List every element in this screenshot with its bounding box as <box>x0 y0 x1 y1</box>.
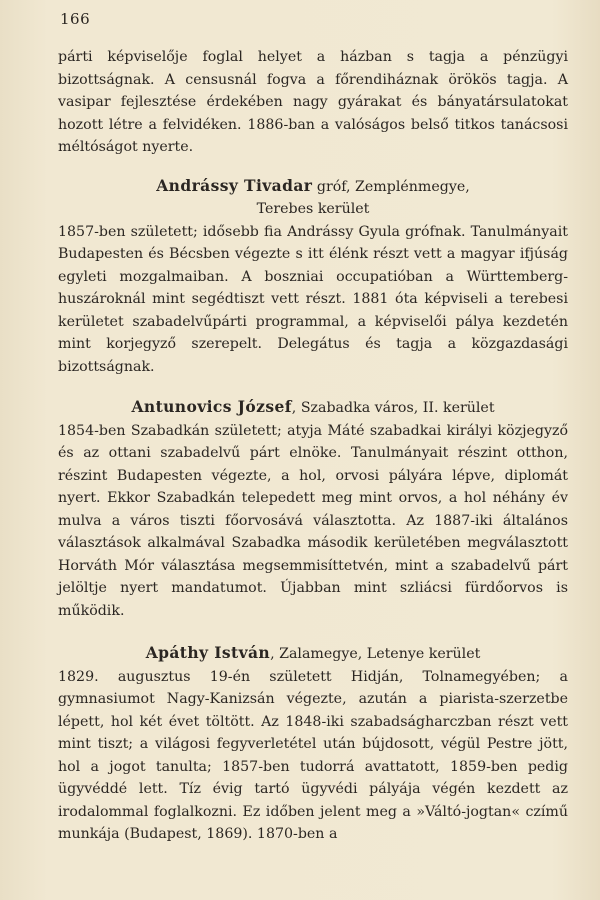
page-number: 166 <box>60 10 91 28</box>
entry-name: Apáthy István <box>145 643 271 662</box>
entry-heading <box>58 642 568 666</box>
entry-descriptor-line2: Terebes kerület <box>256 201 370 217</box>
entry-name: Antunovics József <box>131 397 292 416</box>
intro-paragraph: párti képviselője foglal helyet a házban s tagja a pénzügyi bizottságnak. A censusnál fogva a főrendiháznak örökös tagja. A vasipar fejlesztése érdekében nagy gyárakat és bányatársulatokat hozott létre a felvidéken. 1886-ban a valóságos belső titkos tanácsosi méltóságot nyerte. <box>58 49 568 155</box>
entry-body: 1857-ben született; idősebb fia Andrássy Gyula grófnak. Tanulmányait Budapesten és Bécsben végezte s itt élénk részt vett a magyar ifjúság egyleti mozgalmaiban. A boszniai occupatióban a Württemberg-huszároknál mint segédtiszt vett részt. 1881 óta képviseli a terebesi kerületet szabadelvűpárti programmal, a képviselői pálya kezdetén mint korjegyző szerepelt. Delegátus és tagja a közgazdasági bizottságnak. <box>58 223 568 375</box>
entry-body: 1829. augusztus 19-én született Hidján, Tolnamegyében; a gymnasiumot Nagy-Kanizsán végezte, azután a piarista-szerzetbe lépett, hol két évet töltött. Az 1848-iki szabadságharczban részt vett mint tiszt; a világosi fegyverletétel után bújdosott, végül Pestre jött, hol a jogot tanulta; 1857-ben tudorrá avattatott, 1859-ben pedig ügyvéddé lett. Tíz évig tartó ügyvédi pályája végén kezdett az irodalommal foglalkozni. Ez időben jelent meg a »Váltó-jogtan« czímű munkája (Budapest, 1869). 1870-ben a <box>58 668 568 842</box>
entry-heading <box>58 396 568 420</box>
entry-descriptor: gróf, Zemplénmegye, <box>312 178 470 195</box>
entry-heading <box>58 175 568 221</box>
entry-body: 1854-ben Szabadkán született; atyja Máté szabadkai királyi közjegyző és az ottani szabadelvű párt elnöke. Tanulmányait részint otthon, részint Budapesten végezte, a hol, orvosi pályára lépve, diplomát nyert. Ekkor Szabadkán telepedett meg mint orvos, a hol néhány év mulva a város tiszti főorvosává választotta. Az 1887-iki általános választások alkalmával Szabadka második kerületében megválasztott Horváth Mór választása megsemmisíttetvén, mint a szabadelvű párt jelöltje nyert mandatumot. Újabban mint szliácsi fürdőorvos is működik. <box>58 422 568 619</box>
entry-descriptor: , Zalamegye, Letenye kerület <box>270 646 481 662</box>
entry-name: Andrássy Tivadar <box>156 175 313 195</box>
entry-descriptor: , Szabadka város, II. kerület <box>291 400 495 416</box>
